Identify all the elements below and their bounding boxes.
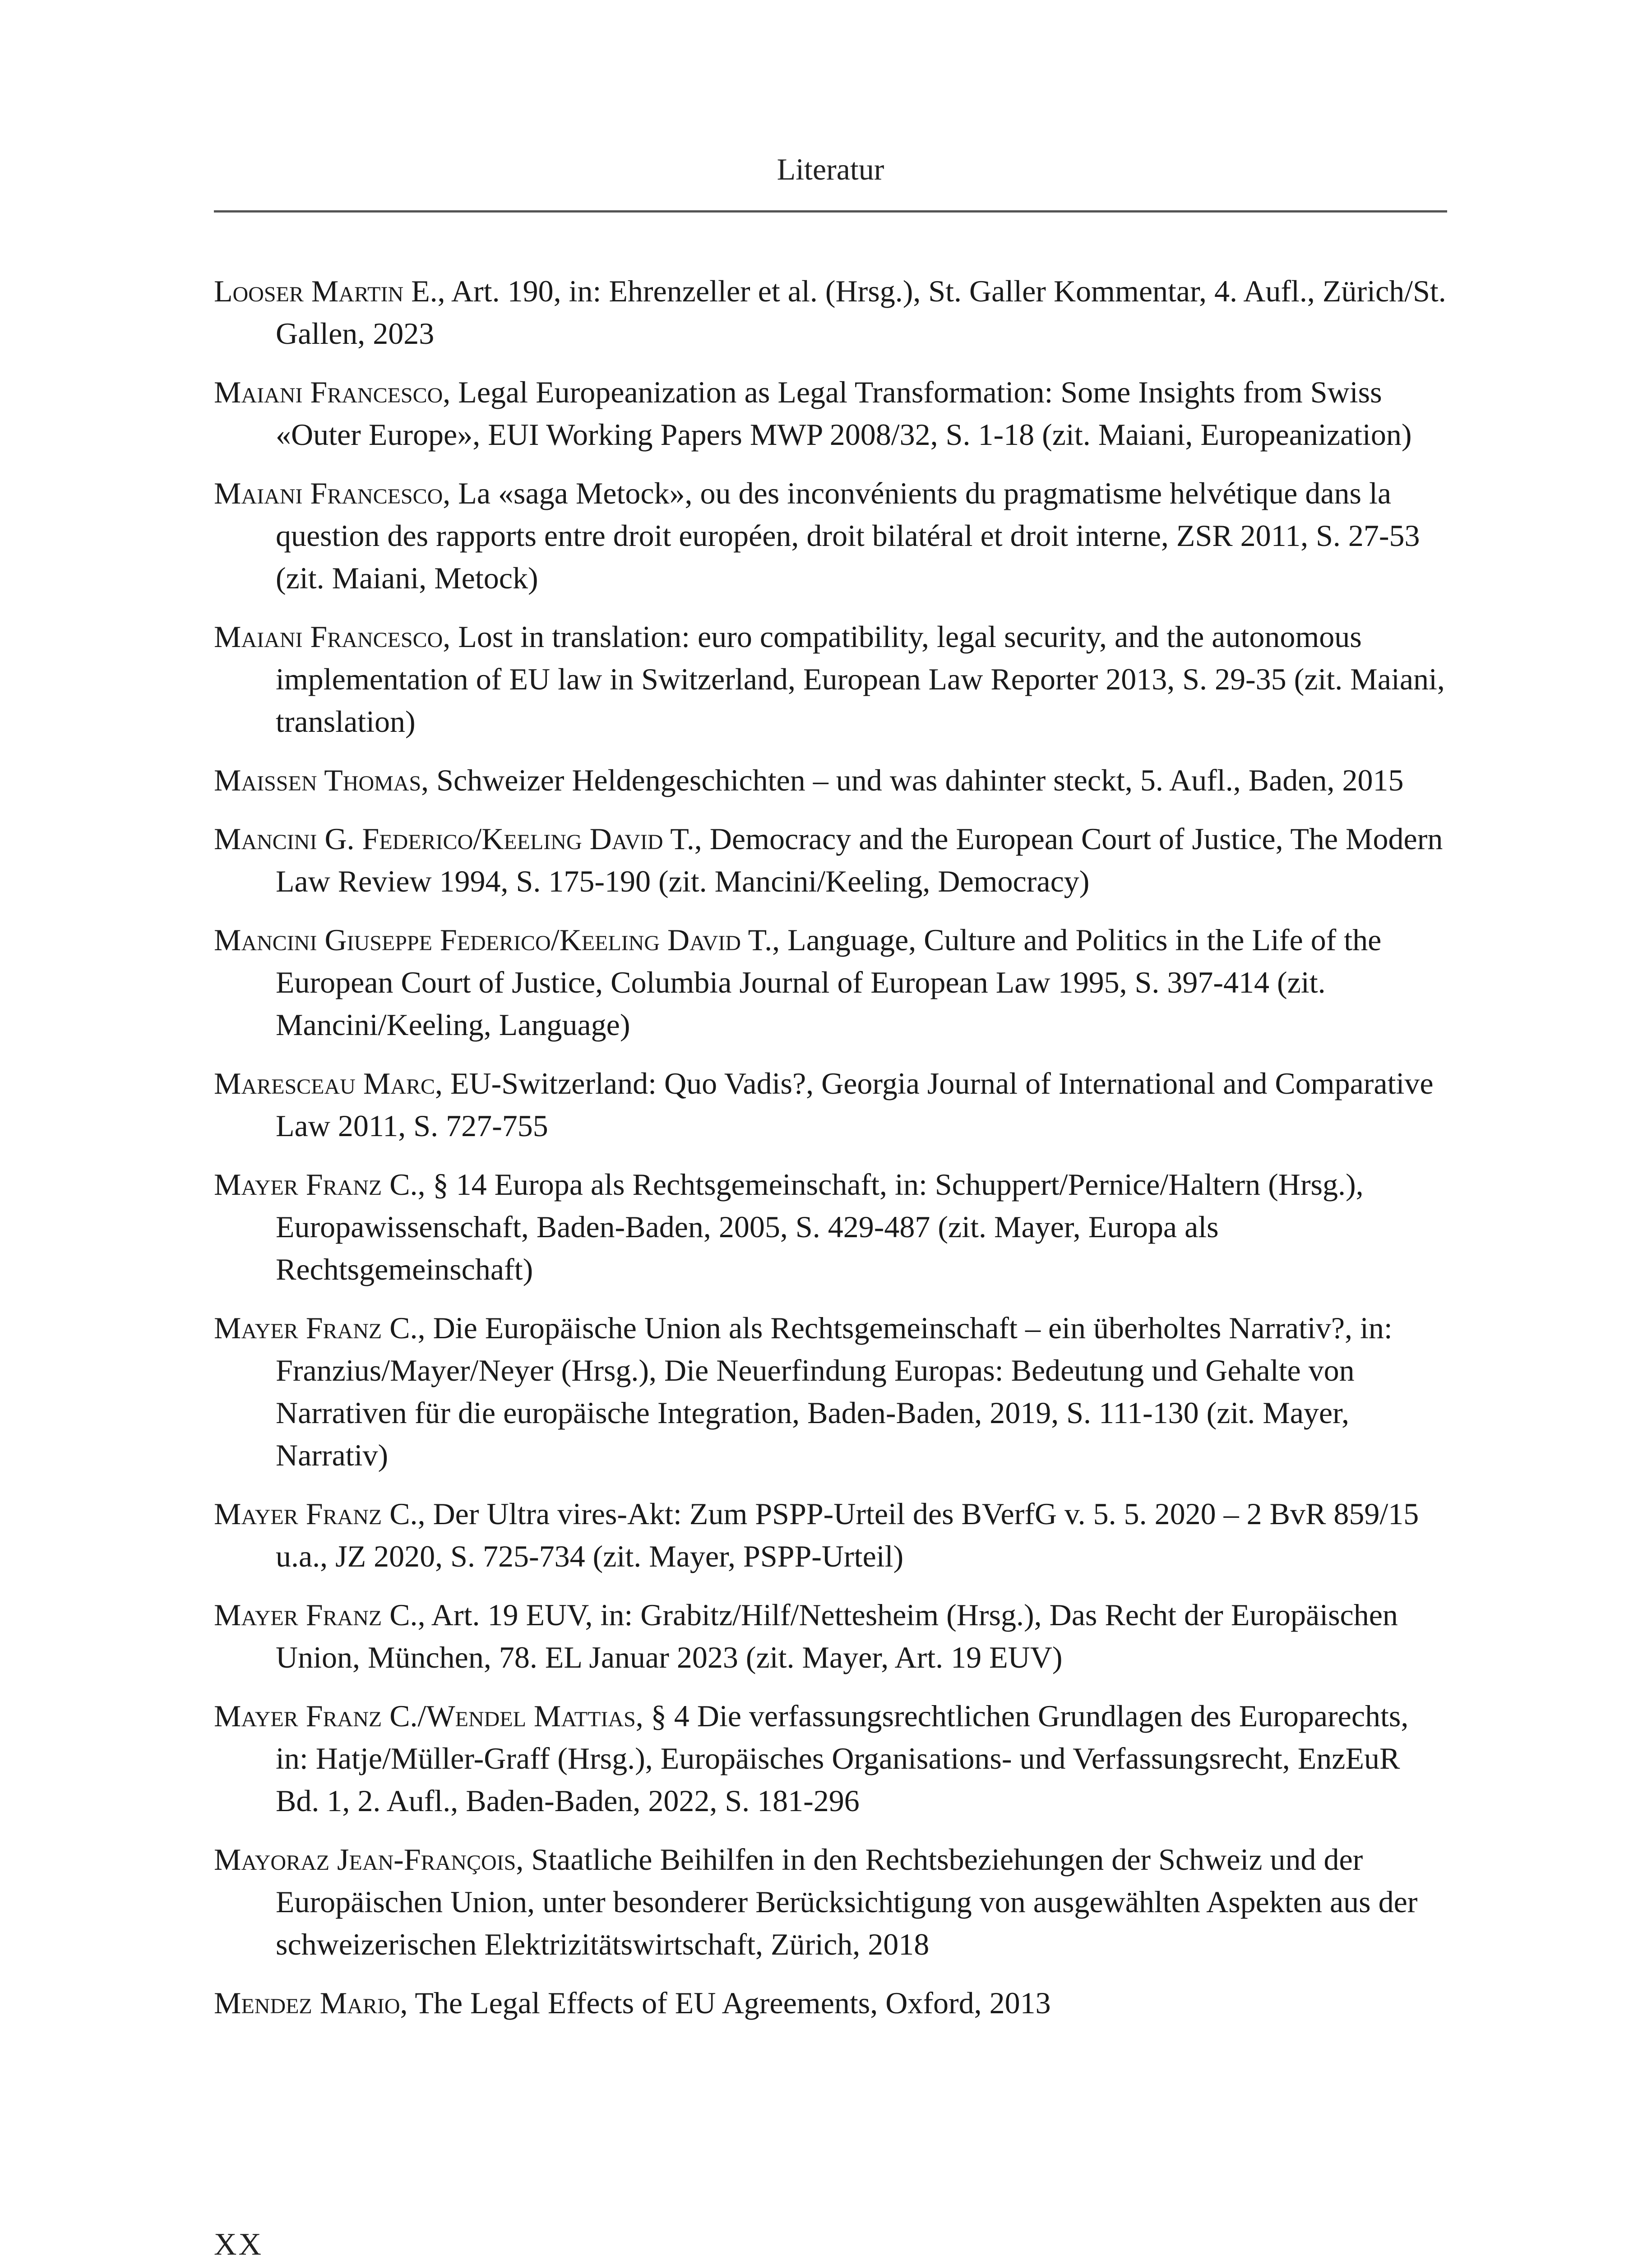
entry-text: , Schweizer Heldengeschichten – und was dahinter steckt, 5. Aufl., Baden, 2015 (421, 763, 1404, 797)
entry-author: Mayer Franz C. (214, 1167, 418, 1202)
entry-author: Maiani Francesco (214, 375, 443, 409)
bibliography-entry (214, 615, 1447, 743)
entry-text: , Lost in translation: euro compatibility, legal security, and the autonomous implementation of EU law in Switzerland, European Law Reporter 2013, S. 29-35 (zit. Maiani, translation) (276, 619, 1445, 739)
entry-text: , Art. 19 EUV, in: Grabitz/Hilf/Nettesheim (Hrsg.), Das Recht der Europäischen Union, München, 78. EL Januar 2023 (zit. Mayer, Art. 19 EUV) (276, 1598, 1398, 1674)
bibliography-entry (214, 1695, 1447, 1822)
entry-author: Maiani Francesco (214, 476, 443, 510)
bibliography-entry (214, 1594, 1447, 1678)
bibliography-entry (214, 919, 1447, 1046)
entry-author: Mayer Franz C. (214, 1598, 418, 1632)
entry-text: , La «saga Metock», ou des inconvénients du pragmatisme helvétique dans la question des rapports entre droit européen, droit bilatéral et droit interne, ZSR 2011, S. 27-53 (zit. Maiani, Metock) (276, 476, 1420, 595)
bibliography-entry (214, 1838, 1447, 1965)
bibliography-entry (214, 1163, 1447, 1290)
entry-author: Maissen Thomas (214, 763, 421, 797)
bibliography-entry (214, 472, 1447, 599)
entry-author: Mendez Mario (214, 1986, 400, 2020)
entry-text: , Legal Europeanization as Legal Transformation: Some Insights from Swiss «Outer Europe», EUI Working Papers MWP 2008/32, S. 1-18 (zit. Maiani, Europeanization) (276, 375, 1412, 452)
entry-author: Maiani Francesco (214, 619, 443, 654)
entry-text: , EU-Switzerland: Quo Vadis?, Georgia Journal of International and Comparative Law 2011, S. 727-755 (276, 1066, 1434, 1143)
bibliography-entry (214, 1982, 1447, 2024)
entry-text: , Der Ultra vires-Akt: Zum PSPP-Urteil des BVerfG v. 5. 5. 2020 – 2 BvR 859/15 u.a., JZ 2020, S. 725-734 (zit. Mayer, PSPP-Urteil) (276, 1497, 1419, 1573)
entry-author: Mayoraz Jean-François (214, 1842, 516, 1877)
page-number: XX (214, 2227, 264, 2256)
entry-author: Mayer Franz C./Wendel Mattias (214, 1699, 636, 1733)
entry-author: Mayer Franz C. (214, 1311, 418, 1345)
entry-text: , Democracy and the European Court of Justice, The Modern Law Review 1994, S. 175-190 (zit. Mancini/Keeling, Democracy) (276, 822, 1443, 898)
entry-author: Mayer Franz C. (214, 1497, 418, 1531)
bibliography-entry (214, 1307, 1447, 1476)
entry-text: , Die Europäische Union als Rechtsgemeinschaft – ein überholtes Narrativ?, in: Franzius/Mayer/Neyer (Hrsg.), Die Neuerfindung Europas: Bedeutung und Gehalte von Narrativen für die europäische Integration, Baden-Baden, 2019, S. 111-130 (zit. Mayer, Narrativ) (276, 1311, 1393, 1472)
bibliography-entry (214, 1062, 1447, 1147)
entry-text: , Language, Culture and Politics in the Life of the European Court of Justice, Columbia Journal of European Law 1995, S. 397-414 (zit. Mancini/Keeling, Language) (276, 923, 1382, 1042)
bibliography-entry (214, 818, 1447, 902)
bibliography-entry (214, 1493, 1447, 1577)
entry-text: , The Legal Effects of EU Agreements, Oxford, 2013 (400, 1986, 1051, 2020)
entry-author: Mancini Giuseppe Federico/Keeling David T. (214, 923, 773, 957)
entry-author: Mancini G. Federico/Keeling David T. (214, 822, 694, 856)
bibliography-entry (214, 759, 1447, 801)
bibliography-list (214, 270, 1447, 2040)
bibliography-entry (214, 270, 1447, 355)
bibliography-entry (214, 371, 1447, 456)
running-header: Literatur (777, 152, 884, 186)
entry-author: Maresceau Marc (214, 1066, 435, 1100)
entry-text: , § 14 Europa als Rechtsgemeinschaft, in: Schuppert/Pernice/Haltern (Hrsg.), Europawissenschaft, Baden-Baden, 2005, S. 429-487 (zit. Mayer, Europa als Rechtsgemeinschaft) (276, 1167, 1364, 1286)
entry-text: , § 4 Die verfassungsrechtlichen Grundlagen des Europarechts, in: Hatje/Müller-Graff (Hrsg.), Europäisches Organisations- und Verfassungsrecht, EnzEuR Bd. 1, 2. Aufl., Baden-Baden, 2022, S. 181-296 (276, 1699, 1409, 1818)
entry-text: , Art. 190, in: Ehrenzeller et al. (Hrsg.), St. Galler Kommentar, 4. Aufl., Zürich/St. Gallen, 2023 (276, 274, 1446, 351)
entry-text: , Staatliche Beihilfen in den Rechtsbeziehungen der Schweiz und der Europäischen Union, unter besonderer Berücksichtigung von ausgewählten Aspekten aus der schweizerischen Elektrizitätswirtschaft, Zürich, 2018 (276, 1842, 1418, 1961)
entry-author: Looser Martin E. (214, 274, 438, 308)
header-divider (214, 210, 1447, 213)
